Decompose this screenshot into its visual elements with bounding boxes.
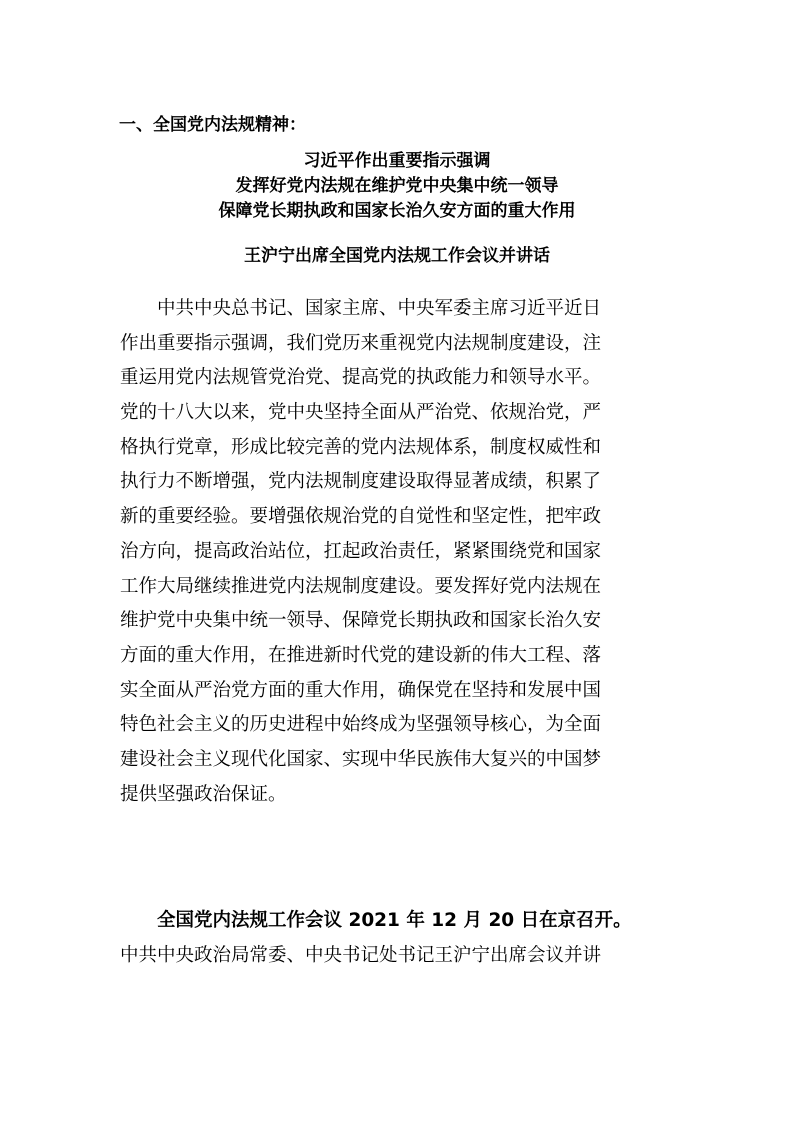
- paragraph-line: 中共中央总书记、国家主席、中央军委主席习近平近日: [120, 298, 602, 319]
- paragraph-line: 治方向，提高政治站位，扛起政治责任，紧紧围绕党和国家: [120, 540, 602, 562]
- section-heading: 一、全国党内法规精神：: [119, 115, 306, 135]
- headline-text-1: 习近平作出重要指示强调: [303, 151, 491, 171]
- paragraph-line: 格执行党章，形成比较完善的党内法规体系，制度权威性和: [120, 436, 602, 458]
- paragraph-line: 维护党中央集中统一领导、保障党长期执政和国家长治久安: [120, 610, 602, 632]
- subheadline: [100, 244, 694, 268]
- body-paragraph-2: [120, 904, 720, 973]
- paragraph-line: 重运用党内法规管党治党、提高党的执政能力和领导水平。: [120, 367, 602, 389]
- body-paragraph-1: [120, 292, 680, 812]
- headline-text-3: 保障党长期执政和国家长治久安方面的重大作用: [218, 201, 576, 221]
- paragraph-line: 新的重要经验。要增强依规治党的自觉性和坚定性，把牢政: [120, 506, 602, 528]
- paragraph-line: 作出重要指示强调，我们党历来重视党内法规制度建设，注: [120, 332, 602, 354]
- paragraph-line: 提供坚强政治保证。: [120, 783, 287, 805]
- paragraph-lead-sentence: 全国党内法规工作会议 2021 年 12 月 20 日在京召开。: [120, 910, 632, 931]
- paragraph-line: 方面的重大作用，在推进新时代党的建设新的伟大工程、落: [120, 644, 602, 666]
- headline-text-2: 发挥好党内法规在维护党中央集中统一领导: [235, 176, 559, 196]
- paragraph-line: 中共中央政治局常委、中央书记处书记王沪宁出席会议并讲: [120, 944, 602, 966]
- paragraph-line: 建设社会主义现代化国家、实现中华民族伟大复兴的中国梦: [120, 748, 602, 770]
- paragraph-line: 特色社会主义的历史进程中始终成为坚强领导核心，为全面: [120, 714, 602, 736]
- headline-line-1: [100, 149, 694, 173]
- subheadline-text: 王沪宁出席全国党内法规工作会议并讲话: [244, 246, 550, 266]
- paragraph-line: 实全面从严治党方面的重大作用，确保党在坚持和发展中国: [120, 679, 602, 701]
- paragraph-line: 工作大局继续推进党内法规制度建设。要发挥好党内法规在: [120, 575, 602, 597]
- headline-line-2: [100, 174, 694, 198]
- paragraph-line: 党的十八大以来，党中央坚持全面从严治党、依规治党，严: [120, 402, 602, 424]
- paragraph-line: 执行力不断增强，党内法规制度建设取得显著成绩，积累了: [120, 471, 602, 493]
- headline-line-3: [100, 199, 694, 223]
